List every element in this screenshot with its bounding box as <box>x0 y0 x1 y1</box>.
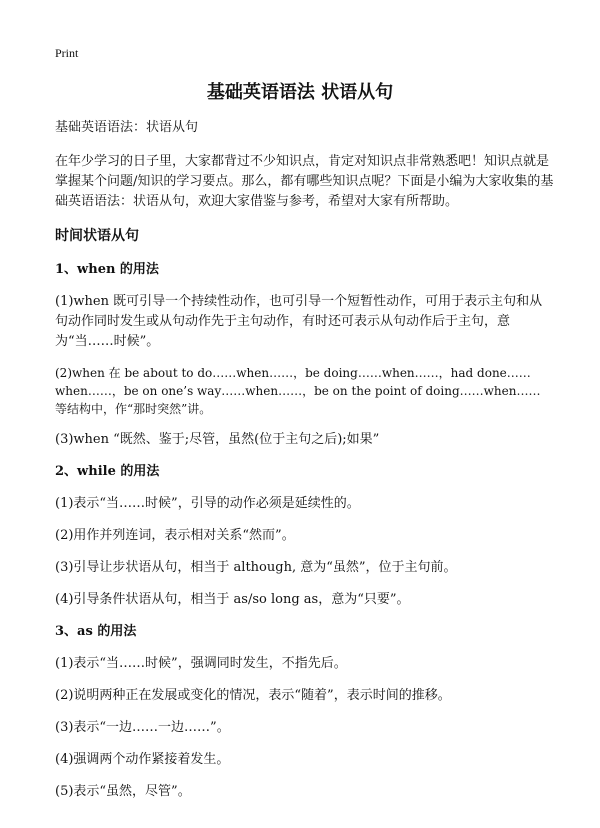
print-label: Print <box>55 46 79 60</box>
intro-paragraph: 在年少学习的日子里，大家都背过不少知识点，肯定对知识点非常熟悉吧！知识点就是掌握某个问题/知识的学习要点。那么，都有哪些知识点呢？下面是小编为大家收集的基础英语语法：状语从句，欢迎大家借鉴与参考，希望对大家有所帮助。 <box>55 154 554 209</box>
subtitle: 基础英语语法：状语从句 <box>55 120 199 135</box>
page-title: 基础英语语法 状语从句 <box>206 82 394 103</box>
while-usage-1: (1)表示“当……时候”，引导的动作必须是延续性的。 <box>55 496 360 511</box>
subsection-heading-when: 1、when 的用法 <box>55 262 159 277</box>
subsection-heading-while: 2、while 的用法 <box>55 464 160 479</box>
document-content <box>55 118 555 814</box>
as-usage-5: (5)表示“虽然，尽管”。 <box>55 784 191 799</box>
as-usage-1: (1)表示“当……时候”，强调同时发生，不指先后。 <box>55 656 347 671</box>
when-usage-1: (1)when 既可引导一个持续性动作，也可引导一个短暂性动作，可用于表示主句和从句动作同时发生或从句动作先于主句动作，有时还可表示从句动作后于主句，意为“当……时候”。 <box>55 294 543 349</box>
as-usage-2: (2)说明两种正在发展或变化的情况，表示“随着”，表示时间的推移。 <box>55 688 451 703</box>
subsection-heading-as: 3、as 的用法 <box>55 624 137 639</box>
while-usage-3: (3)引导让步状语从句，相当于 although, 意为“虽然”，位于主句前。 <box>55 560 457 575</box>
while-usage-2: (2)用作并列连词，表示相对关系“然而”。 <box>55 528 295 543</box>
when-usage-3: (3)when “既然、鉴于;尽管，虽然(位于主句之后);如果” <box>55 432 380 447</box>
section-heading: 时间状语从句 <box>55 228 139 244</box>
as-usage-4: (4)强调两个动作紧接着发生。 <box>55 752 230 767</box>
when-usage-2: (2)when 在 be about to do……when……，be doing……when……，had done……when……，be on one’s way……when……，be on the point of doing……when…… 等结构中，作“那时突然”讲。 <box>55 366 541 416</box>
while-usage-4: (4)引导条件状语从句，相当于 as/so long as，意为“只要”。 <box>55 592 410 607</box>
as-usage-3: (3)表示“一边……一边……”。 <box>55 720 230 735</box>
